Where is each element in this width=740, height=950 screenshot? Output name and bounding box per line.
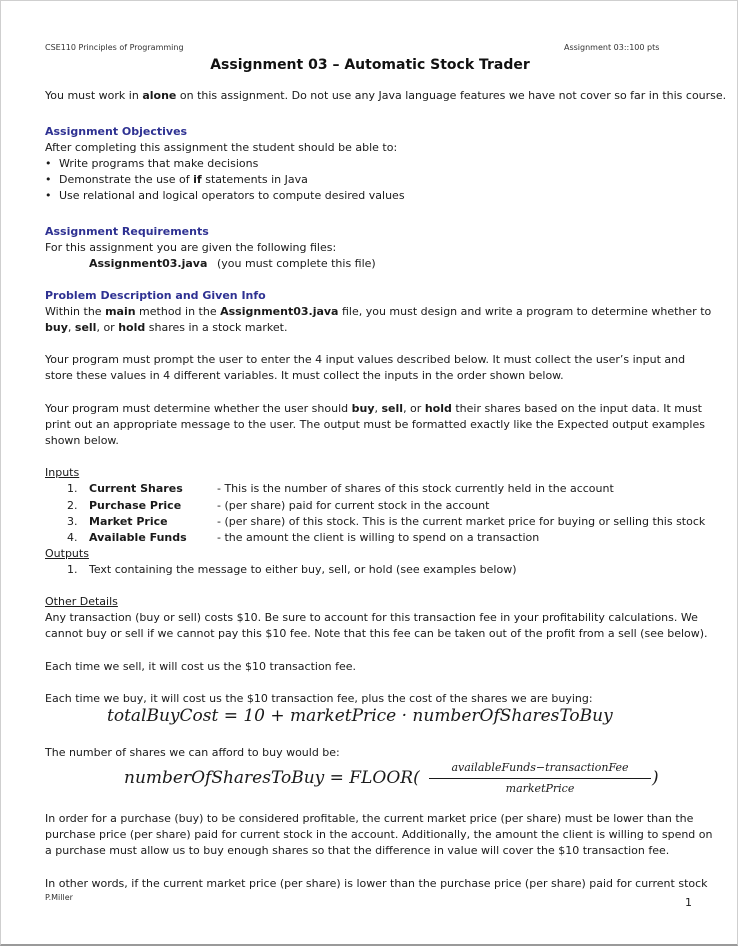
objective-item: • Write programs that make decisions xyxy=(45,157,259,170)
details-sell-fee: Each time we sell, it will cost us the $10 transaction fee. xyxy=(45,660,357,673)
output-number: 1. xyxy=(67,563,78,576)
bullet-icon: • xyxy=(45,189,52,202)
formula-shares-to-buy-lhs: numberOfSharesToBuy = FLOOR( xyxy=(124,768,420,788)
input-name: Purchase Price xyxy=(89,499,182,512)
requirements-lead: For this assignment you are given the following files: xyxy=(45,241,337,254)
inputs-heading: Inputs xyxy=(45,466,80,479)
objectives-lead: After completing this assignment the student should be able to: xyxy=(45,141,398,154)
file-name: Assignment03.java xyxy=(89,257,208,270)
details-paragraph-1-line-1: Any transaction (buy or sell) costs $10. Be sure to account for this transaction fee in your profitability calculations. We xyxy=(45,611,698,624)
objectives-heading: Assignment Objectives xyxy=(45,125,188,138)
problem-paragraph-2-line-1: Your program must prompt the user to enter the 4 input values described below. It must collect the user’s input and xyxy=(45,353,686,366)
formula-total-buy-cost: totalBuyCost = 10 + marketPrice · numberOfSharesToBuy xyxy=(107,706,613,726)
file-note: (you must complete this file) xyxy=(217,257,376,270)
problem-heading: Problem Description and Given Info xyxy=(45,289,266,302)
requirements-heading: Assignment Requirements xyxy=(45,225,209,238)
objective-item: • Demonstrate the use of if statements in Java xyxy=(45,173,308,186)
course-name: CSE110 Principles of Programming xyxy=(45,43,184,52)
formula-numerator: availableFunds−transactionFee xyxy=(451,761,629,774)
formula-close-paren: ) xyxy=(652,768,659,788)
details-paragraph-5-line-3: a purchase must allow us to buy enough shares so that the difference in value will cover the $10 transaction fee. xyxy=(45,844,670,857)
output-text: Text containing the message to either buy, sell, or hold (see examples below) xyxy=(89,563,517,576)
details-shares-affordable: The number of shares we can afford to buy would be: xyxy=(45,746,340,759)
input-number: 2. xyxy=(67,499,78,512)
problem-paragraph-1-line-1: Within the main method in the Assignment03.java file, you must design and write a program to determine whether to xyxy=(45,305,712,318)
details-heading: Other Details xyxy=(45,595,118,608)
details-paragraph-6: In other words, if the current market price (per share) is lower than the purchase price (per share) paid for current stock xyxy=(45,877,708,890)
input-number: 4. xyxy=(67,531,78,544)
input-number: 3. xyxy=(67,515,78,528)
input-description: - This is the number of shares of this stock currently held in the account xyxy=(217,482,614,495)
footer-author: P.Miller xyxy=(45,893,73,902)
details-buy-fee: Each time we buy, it will cost us the $10 transaction fee, plus the cost of the shares we are buying: xyxy=(45,692,593,705)
details-paragraph-5-line-2: purchase price (per share) paid for current stock in the account. Additionally, the amount the client is willing to spend on xyxy=(45,828,713,841)
input-name: Current Shares xyxy=(89,482,183,495)
assignment-points: Assignment 03::100 pts xyxy=(564,43,660,52)
problem-paragraph-3-line-2: print out an appropriate message to the user. The output must be formatted exactly like the Expected output examples xyxy=(45,418,705,431)
problem-paragraph-1-line-2: buy, sell, or hold shares in a stock market. xyxy=(45,321,288,334)
problem-paragraph-3-line-3: shown below. xyxy=(45,434,119,447)
formula-denominator: marketPrice xyxy=(505,782,575,795)
details-paragraph-5-line-1: In order for a purchase (buy) to be considered profitable, the current market price (per share) must be lower than the xyxy=(45,812,694,825)
bullet-icon: • xyxy=(45,173,52,186)
outputs-heading: Outputs xyxy=(45,547,89,560)
input-description: - (per share) of this stock. This is the current market price for buying or selling this stock xyxy=(217,515,706,528)
bullet-icon: • xyxy=(45,157,52,170)
input-name: Available Funds xyxy=(89,531,187,544)
problem-paragraph-3-line-1: Your program must determine whether the user should buy, sell, or hold their shares based on the input data. It must xyxy=(45,402,702,415)
input-description: - (per share) paid for current stock in the account xyxy=(217,499,490,512)
problem-paragraph-2-line-2: store these values in 4 different variables. It must collect the inputs in the order shown below. xyxy=(45,369,564,382)
input-name: Market Price xyxy=(89,515,168,528)
details-paragraph-1-line-2: cannot buy or sell if we cannot pay this $10 fee. Note that this fee can be taken out of the profit from a sell (see below). xyxy=(45,627,708,640)
fraction-bar xyxy=(429,778,651,779)
input-number: 1. xyxy=(67,482,78,495)
objective-item: • Use relational and logical operators to compute desired values xyxy=(45,189,405,202)
page-number: 1 xyxy=(685,896,692,909)
intro-text: You must work in alone on this assignment. Do not use any Java language features we have not cover so far in this course. xyxy=(45,89,727,102)
page-title: Assignment 03 – Automatic Stock Trader xyxy=(210,57,530,73)
input-description: - the amount the client is willing to spend on a transaction xyxy=(217,531,540,544)
